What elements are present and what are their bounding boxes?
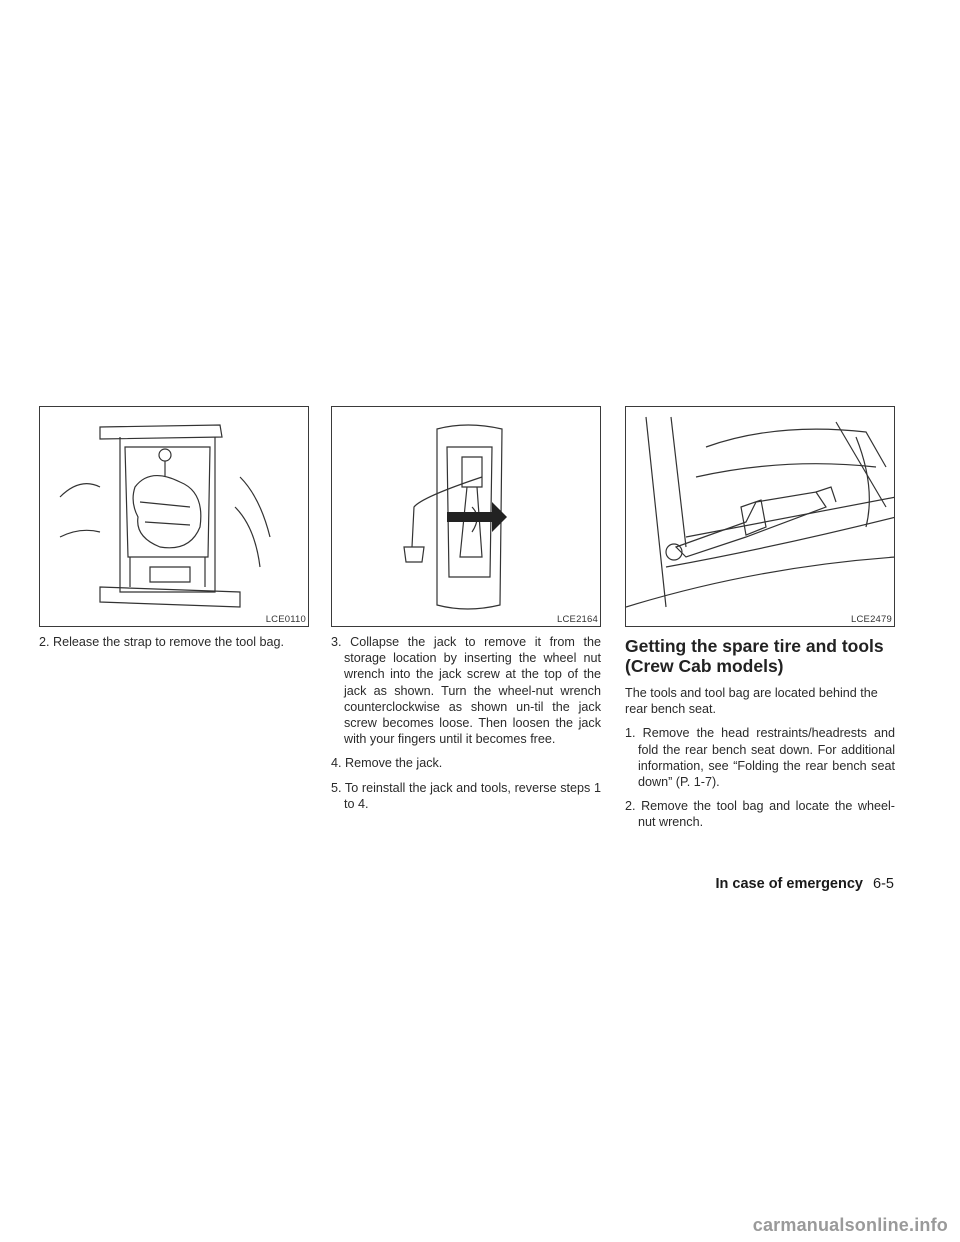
figure-code: LCE0110 [265,614,306,625]
section-heading: Getting the spare tire and tools (Crew Cab models) [625,636,884,676]
figure-code: LCE2479 [850,614,892,625]
step-4-remove-jack: 4. Remove the jack. [331,756,443,771]
figure-rear-seat-jack [625,406,895,627]
page-footer [716,876,895,892]
step-3-collapse-jack: 3. Collapse the jack to remove it from the storage location by inserting the wheel nut wrench into the jack screw at the top of the jack as shown. Turn the wheel-nut wrench counterclockwise as shown un-til the jack screw becomes loose. Then loosen the jack with your fingers until it becomes free. [331,635,601,747]
step-5-reinstall: 5. To reinstall the jack and tools, reverse steps 1 to 4. [331,780,601,811]
watermark: carmanualsonline.info [752,1215,948,1235]
step-2-remove-tool-bag: 2. Remove the tool bag and locate the wheel-nut wrench. [625,799,895,830]
step-1-remove-headrests: 1. Remove the head restraints/headrests and fold the rear bench seat down. For additional information, see “Folding the rear bench seat down” (P. 1-7). [625,726,895,790]
footer-section-title: In case of emergency [715,876,863,892]
tool-bag-illustration [40,407,309,627]
rear-seat-jack-illustration [626,407,895,627]
jack-wrench-illustration [332,407,601,627]
column-right [625,636,895,839]
page-number: 6-5 [873,876,894,892]
intro-paragraph: The tools and tool bag are located behind the rear bench seat. [625,686,878,717]
step-2-release-strap: 2. Release the strap to remove the tool bag. [39,635,285,649]
figure-code: LCE2164 [556,614,598,625]
column-middle [331,634,601,820]
figure-jack-wrench [331,406,601,627]
figure-tool-bag [39,406,309,627]
column-left [39,634,309,658]
